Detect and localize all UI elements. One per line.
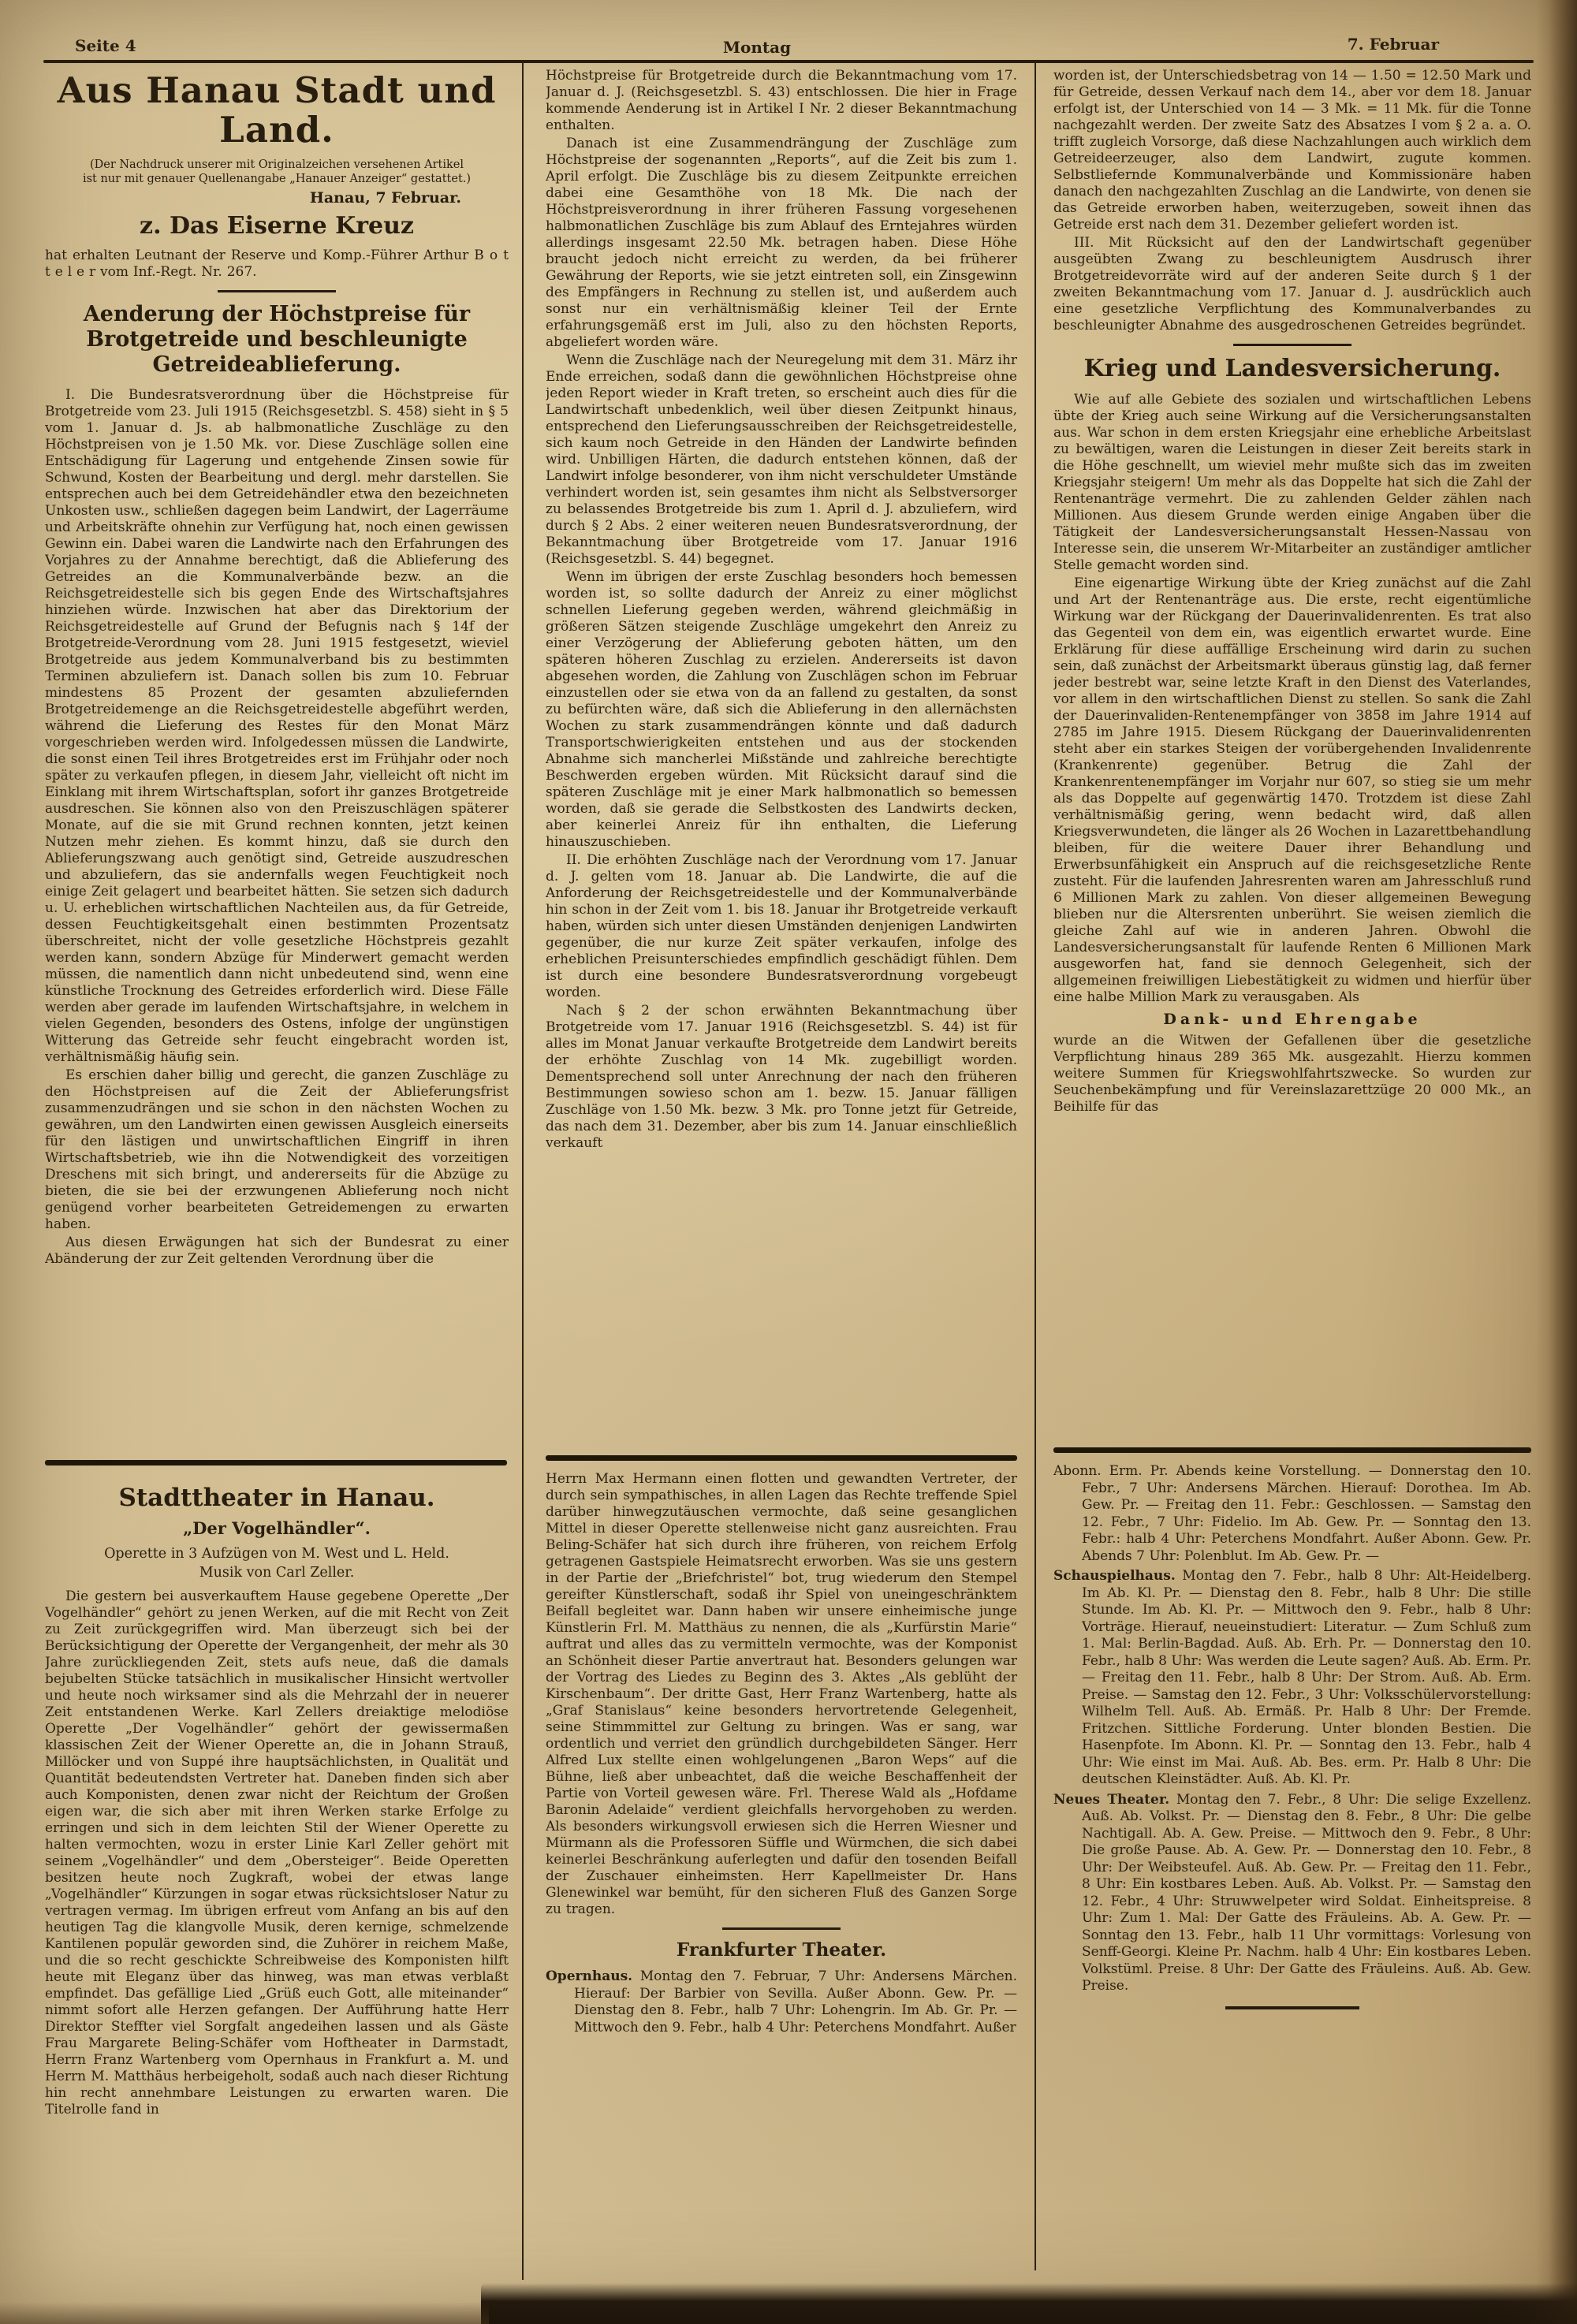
venue-neues-theater: Neues Theater. (1053, 1791, 1170, 1808)
section-masthead: Aus Hanau Stadt und Land. (57, 69, 497, 151)
venue-schauspielhaus: Schauspielhaus. (1053, 1568, 1176, 1584)
headline-stadttheater: Stadttheater in Hanau. (118, 1484, 435, 1512)
article-paragraph: I. Die Bundesratsverordnung über die Höchstpreise für Brotgetreide vom 23. Juli 1915 (Reichsgesetzbl. S. 458) sieht in § 5 vom 1. Januar d. Js. ab halbmonatliche Zuschläge zu den Höchstpreisen von je 1.50 Mk. vor. Diese Zuschläge sollen eine Entschädigung für Lagerung und entgehende Zinsen sowie für Schwund, Kosten der Bearbeitung und dergl. mehr darstellen. Sie entsprechen auch bei dem Getreidehändler etwa den bezeichneten Unkosten usw., schließen dagegen beim Landwirt, der Lagerräume und Arbeitskräfte ohnehin zur Verfügung hat, noch einen gewissen Gewinn ein. Dabei waren die Landwirte nach den Erfahrungen des Vorjahres zu der Annahme berechtigt, daß die Ablieferung des Getreides an die Kommunalverbände bezw. an die Reichsgetreidestelle sich bis gegen Ende des Wirtschaftsjahres hinziehen würde. Inzwischen hat aber das Direktorium der Reichsgetreidestelle auf Grund der Befugnis nach § 14f der Brotgetreide-Verordnung vom 28. Juni 1915 festgesetzt, wieviel Brotgetreide aus jedem Kommunalverband bis zu bestimmten Terminen abzuliefern ist. Danach sollen bis zum 10. Februar mindestens 85 Prozent der gesamten abzuliefernden Brotgetreidemenge an die Reichsgetreidestelle abgeführt werden, während die Lieferung des Restes für den Monat März vorgeschrieben werden wird. Infolgedessen müssen die Landwirte, die sonst einen Teil ihres Brotgetreides erst im Frühjahr oder noch später zu verkaufen pflegen, in diesem Jahr, vielleicht oft nicht im Einklang mit ihrem Wirtschaftsplan, sofort ihr ganzes Brotgetreide ausdreschen. Sie können also von den Preiszuschlägen späterer Monate, auf die sie mit Grund rechnen konnten, jetzt keinen Nutzen mehr ziehen. Es kommt hinzu, daß sie durch den Ablieferungszwang auch genötigt sind, Getreide auszudreschen und abzuliefern, das sie andernfalls wegen Feuchtigkeit noch einige Zeit gelagert und bearbeitet hätten. Sie setzen sich dadurch u. U. erheblichen wirtschaftlichen Nachteilen aus, da für Getreide, dessen Feuchtigkeitsgehalt einen bestimmten Prozentsatz überschreitet, nicht der volle gesetzliche Höchstpreis gezahlt werden kann, sondern Abzüge für Minderwert gemacht werden müssen, die namentlich dann nicht unbedeutend sind, wenn eine künstliche Trocknung des Getreides erforderlich wird. Diese Fälle werden aber gerade im laufenden Wirtschaftsjahre, in welchem in vielen Gegenden, besonders des Ostens, infolge der ungünstigen Witterung das Getreide sehr feucht eingebracht worden ist, verhältnismäßig häufig sein. (45, 387, 509, 1065)
listing-opernhaus-continuation: Abonn. Erm. Pr. Abends keine Vorstellung. — Donnerstag den 10. Febr., 7 Uhr: Andersens Märchen. Hierauf: Dorothea. Im Ab. Gew. Pr. — Freitag den 11. Febr.: Geschlossen. — Samstag den 12. Febr., 7 Uhr: Fidelio. Im Ab. Gew. Pr. — Sonntag den 13. Febr.: halb 4 Uhr: Peterchens Mondfahrt. Außer Abonn. Gew. Pr. Abends 7 Uhr: Polenblut. Im Ab. Gew. Pr. — (1053, 1463, 1531, 1564)
iron-cross-body: hat erhalten Leutnant der Reserve und Komp.-Führer Arthur B o t t e l e r vom Inf.-Regt. Nr. 267. (45, 248, 509, 280)
article-paragraph: Danach ist eine Zusammendrängung der Zuschläge zum Höchstpreise der sogenannten „Reports“, auf die Zeit bis zum 1. April erfolgt. Die Zuschläge bis zu diesem Zeitpunkte erreichen dabei eine Gesamthöhe von 18 Mk. Die nach der Höchstpreisverordnung in ihrer früheren Fassung vorgesehenen halbmonatlichen Zuschläge bis zum Ablauf des Erntejahres würden allerdings insgesamt 22.50 Mk. betragen haben. Diese Höhe braucht jedoch nicht erreicht zu werden, da bei früherer Gewährung der Reports, wie sie jetzt eintreten soll, ein Zinsgewinn des Empfängers in Rechnung zu stellen ist, und außerdem auch sonst nur ein verhältnismäßig kleiner Teil der Ernte erfahrungsgemäß erst im Juli, also zu den höchsten Reports, abgeliefert worden wäre. (546, 136, 1017, 350)
headline-war-insurance: Krieg und Landesversicherung. (1083, 355, 1501, 382)
column-2-bottom (546, 1471, 1017, 2272)
page-number: Seite 4 (75, 36, 136, 55)
listing-schauspielhaus (1053, 1568, 1531, 1789)
column-rule-left (522, 63, 524, 2280)
reprint-notice (45, 158, 509, 186)
article-paragraph: Aus diesen Erwägungen hat sich der Bundesrat zu einer Abänderung der zur Zeit geltenden Verordnung über die (45, 1235, 509, 1267)
band-divider (546, 1455, 1017, 1461)
column-3-bottom (1053, 1463, 1531, 2275)
reprint-notice-line2: ist nur mit genauer Quellenangabe „Hanauer Anzeiger“ gestattet.) (82, 173, 472, 185)
article-paragraph: Wenn die Zuschläge nach der Neuregelung mit dem 31. März ihr Ende erreichen, sodaß dann die gewöhnlichen Höchstpreise ohne jeden Report wieder in Kraft treten, so erscheint auch dies für die Landwirtschaft unbedenklich, weil über diesen Zeitpunkt hinaus, entsprechend den Lieferungsausschreiben der Reichsgetreidestelle, sich kaum noch Getreide in den Händen der Landwirte befinden wird. Unbilligen Härten, die dadurch entstehen können, daß der Landwirt infolge besonderer, von ihm nicht verschuldeter Umstände verhindert worden ist, sein gesamtes ihm nicht als Selbstversorger zu belassendes Brotgetreide bis zum 1. April d. J. abzuliefern, wird durch § 2 Abs. 2 einer weiteren neuen Bundesratsverordnung, der Bekanntmachung über Brotgetreide vom 17. Januar 1916 (Reichsgesetzbl. S. 44) begegnet. (546, 352, 1017, 567)
date-label: 7. Februar (1347, 35, 1439, 54)
page-edge-right (1536, 0, 1577, 2324)
headline-iron-cross: z. Das Eiserne Kreuz (140, 212, 414, 240)
headline-price-article: Aenderung der Höchstpreise für Brotgetreide und beschleunigte Getreideablieferung. (83, 302, 471, 377)
listing-neues-theater-text: Montag den 7. Febr., 8 Uhr: Die selige Exzellenz. Auß. Ab. Volkst. Pr. — Dienstag den 8. Febr., 8 Uhr: Die gelbe Nachtigall. Ab. A. Gew. Preise. — Mittwoch den 9. Febr., 8 Uhr: Die große Pause. Ab. A. Gew. Pr. — Donnerstag den 10. Febr., 8 Uhr: Der Weibsteufel. Auß. Ab. Gew. Pr. — Freitag den 11. Febr., 8 Uhr: Ein kostbares Leben. Auß. Ab. Volkst. Pr. — Samstag den 12. Febr., 4 Uhr: Struwwelpeter wird Soldat. Einheitspreise. 8 Uhr: Zum 1. Mal: Der Gatte des Fräuleins. Ab. A. Gew. Pr. — Sonntag den 13. Febr., halb 11 Uhr vormittags: Vorlesung von Senff-Georgi. Kleine Pr. Nachm. halb 4 Uhr: Ein kostbares Leben. Volkstüml. Preise. 8 Uhr: Der Gatte des Fräuleins. Auß. Ab. Gew. Preise. (1082, 1791, 1531, 1994)
article-paragraph: Wenn im übrigen der erste Zuschlag besonders hoch bemessen worden ist, so sollte dadurch der Anreiz zu einer möglichst schnellen Lieferung gegeben werden, während gleichmäßig in größeren Sätzen steigende Zuschläge umgekehrt den Anreiz zu einer Verzögerung der Ablieferung geboten hätten, um den späteren höheren Zuschlag zu erzielen. Andererseits ist davon abgesehen worden, die Zahlung von Zuschlägen schon im Februar einzustellen oder sie etwa von da an fallend zu gestalten, da sonst zu befürchten wäre, daß sich die Ablieferung in den allernächsten Wochen zu stark zusammendrängen könnte und daß dadurch Transportschwierigkeiten entstehen und aus der stockenden Abnahme sich mancherlei Mißstände und zahlreiche berechtigte Beschwerden ergeben würden. Mit Rücksicht darauf sind die späteren Zuschläge mit je einer Mark halbmonatlich so bemessen worden, daß sie gerade die Selbstkosten des Landwirts decken, aber keinerlei Anreiz für ihn enthalten, die Lieferung hinauszuschieben. (546, 569, 1017, 850)
review-byline-authors: Operette in 3 Aufzügen von M. West und L. Held. (104, 1546, 449, 1562)
subhead-honor-gift: Dank- und Ehrengabe (1163, 1011, 1422, 1028)
review-title: „Der Vogelhändler“. (183, 1518, 371, 1538)
reprint-notice-line1: (Der Nachdruck unserer mit Originalzeichen versehenen Artikel (89, 158, 464, 171)
article-paragraph: wurde an die Witwen der Gefallenen über die gesetzliche Verpflichtung hinaus 289 365 Mk. ausgezahlt. Hierzu kommen weitere Summen für Kriegswohlfahrtszwecke. So wurden zur Seuchenbekämpfung und für Vereinslazarettzüge 20 000 Mk., an Beihilfe für das (1053, 1033, 1531, 1115)
article-paragraph: Höchstpreise für Brotgetreide durch die Bekanntmachung vom 17. Januar d. J. (Reichsgesetzbl. S. 43) entschlossen. Die hier in Frage kommende Aenderung ist in Artikel I Nr. 2 dieser Bekanntmachung enthalten. (546, 68, 1017, 133)
article-paragraph: Eine eigenartige Wirkung übte der Krieg zunächst auf die Zahl und Art der Rentenanträge aus. Die erste, recht eigentümliche Wirkung war der Rückgang der Dauerinvalidenrenten. Es trat also das Gegenteil von dem ein, was eigentlich erwartet wurde. Eine Erklärung für diese auffällige Erscheinung wird darin zu suchen sein, daß zunächst der Arbeitsmarkt überaus günstig lag, daß ferner jeder bestrebt war, seine letzte Kraft in den Dienst des Vaterlandes, vor allem in den wirtschaftlichen Dienst zu stellen. So sank die Zahl der Dauerinvaliden-Rentenempfänger von 3858 im Jahre 1914 auf 2785 im Jahre 1915. Diesem Rückgang der Dauerinvalidenrenten steht aber ein starkes Steigen der vorübergehenden Invalidenrente (Krankenrente) gegenüber. Betrug die Zahl der Krankenrentenempfänger im Vorjahr nur 607, so stieg sie um mehr als das Doppelte auf gegenwärtig 1470. Trotzdem ist diese Zahl verhältnismäßig gering, wenn bedacht wird, daß allen Kriegsverwundeten, die länger als 26 Wochen in Lazarettbehandlung bleiben, für die weitere Dauer ihrer Behandlung und Erwerbsunfähigkeit ein Anspruch auf die reichsgesetzliche Rente zusteht. Für die laufenden Jahresrenten waren am Jahresschluß rund 6 Millionen Mark zu zahlen. Von dieser allgemeinen Bewegung blieben nur die Altersrenten unberührt. Sie weisen ziemlich die gleiche Zahl auf wie in anderen Jahren. Obwohl die Landesversicherungsanstalt für laufende Renten 6 Millionen Mark ausgeworfen hat, fand sie dennoch Gelegenheit, sich der allgemeinen freiwilligen Liebestätigkeit zu widmen und hierfür über eine halbe Million Mark zu verausgaben. Als (1053, 575, 1531, 1005)
section-divider (1233, 344, 1351, 346)
article-paragraph: Wie auf alle Gebiete des sozialen und wirtschaftlichen Lebens übte der Krieg auch seine Wirkung auf die Versicherungsanstalten aus. War schon in dem ersten Kriegsjahr eine erhebliche Arbeitslast zu bewältigen, waren die Leistungen in dieser Zeit bereits stark in die Höhe geschnellt, um wieviel mehr mußte sich das im zweiten Kriegsjahr steigern! Um mehr als das Doppelte hat sich die Zahl der Rentenanträge vermehrt. Die zu zahlenden Gelder zählen nach Millionen. Aus diesem Grunde werden einige Angaben über die Tätigkeit der Landesversicherungsanstalt Hessen-Nassau von Interesse sein, die unserem Wr-Mitarbeiter an zuständiger amtlicher Stelle gemacht worden sind. (1053, 392, 1531, 573)
listing-opernhaus-text: Montag den 7. Februar, 7 Uhr: Andersens Märchen. Hierauf: Der Barbier von Sevilla. Außer Abonn. Gew. Pr. — Dienstag den 8. Febr., halb 7 Uhr: Lohengrin. Im Ab. Gr. Pr. — Mittwoch den 9. Febr., halb 4 Uhr: Peterchens Mondfahrt. Außer (574, 1968, 1017, 2035)
column-1-top (45, 66, 509, 1455)
page-edge-bottom (481, 2283, 1577, 2324)
section-divider (218, 290, 336, 292)
review-byline-music: Musik von Carl Zeller. (199, 1565, 355, 1581)
article-paragraph: Es erschien daher billig und gerecht, die ganzen Zuschläge zu den Höchstpreisen auf die Zeit der Ablieferungsfrist zusammenzudrängen und sie schon in den nächsten Wochen zu gewähren, um den Landwirten einen gewissen Ausgleich einerseits für den lästigen und unwirtschaftlichen Eingriff in ihren Wirtschaftsbetrieb, wie ihn die Notwendigkeit des vorzeitigen Dreschens mit sich bringt, und andererseits für die Abzüge zu bieten, die sie bei der erzwungenen Ablieferung noch nicht genügend vorher bearbeiteten Getreidemengen zu erwarten haben. (45, 1067, 509, 1232)
column-2-top (546, 68, 1017, 1452)
listing-schauspielhaus-text: Montag den 7. Febr., halb 8 Uhr: Alt-Heidelberg. Im Ab. Kl. Pr. — Dienstag den 8. Febr., halb 8 Uhr: Die stille Stunde. Im Ab. Kl. Pr. — Mittwoch den 9. Febr., halb 8 Uhr: Vorträge. Hierauf, neueinstudiert: Literatur. — Zum Schluß zum 1. Mal: Berlin-Bagdad. Auß. Ab. Erh. Pr. — Donnerstag den 10. Febr., halb 8 Uhr: Was werden die Leute sagen? Auß. Ab. Erm. Pr. — Freitag den 11. Febr., halb 8 Uhr: Der Strom. Auß. Ab. Erm. Preise. — Samstag den 12. Febr., 3 Uhr: Volksschülervorstellung: Wilhelm Tell. Auß. Ab. Ermäß. Pr. Halb 8 Uhr: Der Fremde. Fritzchen. Sittliche Forderung. Unter blonden Bestien. Die Hasenpfote. Im Abonn. Kl. Pr. — Sonntag den 13. Febr., halb 4 Uhr: Wie einst im Mai. Auß. Ab. Bes. erm. Pr. Halb 8 Uhr: Die deutschen Kleinstädter. Auß. Ab. Kl. Pr. (1082, 1568, 1531, 1787)
article-paragraph: Nach § 2 der schon erwähnten Bekanntmachung über Brotgetreide vom 17. Januar 1916 (Reichsgesetzbl. S. 44) ist für alles im Monat Januar verkaufte Brotgetreide dem Landwirt bereits der erhöhte Zuschlag von 14 Mk. zugebilligt worden. Dementsprechend soll unter Anrechnung der nach den früheren Bestimmungen sowieso schon am 1. bezw. 15. Januar fälligen Zuschläge von 1.50 Mk. bezw. 3 Mk. pro Tonne jetzt für Getreide, das nach dem 31. Dezember, aber bis zum 14. Januar einschließlich verkauft (546, 1003, 1017, 1151)
headline-frankfurter-theater: Frankfurter Theater. (676, 1939, 887, 1961)
listing-opernhaus (546, 1968, 1017, 2036)
venue-opernhaus: Opernhaus. (546, 1968, 633, 1984)
header-rule (43, 60, 1534, 63)
review-paragraph: Die gestern bei ausverkauftem Hause gegebene Operette „Der Vogelhändler“ gehört zu jenen Werken, auf die mit Recht von Zeit zu Zeit zurückgegriffen wird. Man überzeugt sich bei der Berücksichtigung der Operette der Vergangenheit, der mehr als 30 Jahre zurückliegenden Zeit, stets aufs neue, daß die damals bejubelten Stücke tatsächlich in musikalischer Hinsicht wertvoller und heute noch wirksamer sind als die Mehrzahl der in neuerer Zeit entstandenen Werke. Karl Zellers dreiaktige melodiöse Operette „Der Vogelhändler“ gehört der gewissermaßen klassischen Zeit der Wiener Operette an, die in Johann Strauß, Millöcker und von Suppé ihre hauptsächlichsten, in Qualität und Quantität bedeutendsten Vertreter hat. Daneben finden sich aber auch Komponisten, denen zwar nicht der Reichtum der Großen eigen war, die sich aber mit ihren Werken starke Erfolge zu erringen und sich in dem leichten Stil der Wiener Operette zu halten vermochten, wozu in erster Linie Karl Zeller gehört mit seinem „Vogelhändler“ und dem „Obersteiger“. Beide Operetten besitzen heute noch Zugkraft, wobei der etwas lange „Vogelhändler“ Kürzungen in sogar etwas rücksichtsloser Natur zu vertragen vermag. Im übrigen erfreut vom Anfang an bis auf den heutigen Tag die klangvolle Musik, deren kernige, schmelzende Kantilenen populär geworden sind, die Zuhörer in reichem Maße, und die so recht geschickte Schreibweise des Komponisten hilft heute mit Eleganz über das hinweg, was man etwas verblaßt empfindet. Das gefällige Lied „Grüß euch Gott, alle miteinander“ nimmt sofort alle Herzen gefangen. Der Aufführung hatte Herr Direktor Steffter viel Sorgfalt angedeihen lassen und als Gäste Frau Margarete Beling-Schäfer vom Hoftheater in Darmstadt, Herrn Franz Wartenberg vom Opernhaus in Frankfurt a. M. und Herrn M. Matthäus herbeigeholt, sodaß auch nach dieser Richtung hin recht annehmbare Leistungen zu erwarten waren. Die Titelrolle fand in (45, 1588, 509, 2117)
listing-neues-theater (1053, 1792, 1531, 1995)
section-divider (722, 1927, 841, 1930)
band-divider (1053, 1447, 1531, 1453)
article-paragraph: worden ist, der Unterschiedsbetrag von 14 — 1.50 = 12.50 Mark und für Getreide, dessen Verkauf nach dem 14., aber vor dem 18. Januar erfolgt ist, der Unterschied von 14 — 3 Mk. = 11 Mk. für die Tonne nachgezahlt werden. Der zweite Satz des Absatzes I vom § 2 a. a. O. trifft zugleich Vorsorge, daß diese Nachzahlungen auch wirklich dem Getreideerzeuger, also dem Landwirt, zugute kommen. Selbstliefernde Kommunalverbände und Kommissionäre haben danach den nachgezahlten Zuschlag an die Landwirte, von denen sie das Getreide erworben haben, weiterzugeben, soweit ihnen das Getreide erst nach dem 31. Dezember geliefert worden ist. (1053, 68, 1531, 233)
article-paragraph: III. Mit Rücksicht auf den der Landwirtschaft gegenüber ausgeübten Zwang zu beschleunigtem Ausdrusch ihrer Brotgetreidevorräte wird auf der anderen Seite durch § 1 der zweiten Bekanntmachung vom 17. Januar d. J. ausdrücklich auch eine gesetzliche Verpflichtung des Kommunalverbandes zu beschleunigter Abnahme des ausgedroschenen Getreides begründet. (1053, 235, 1531, 333)
day-label: Montag (722, 38, 792, 57)
page-header (43, 36, 1534, 57)
dateline: Hanau, 7 Februar. (309, 189, 461, 207)
column-1-bottom (45, 1477, 509, 2275)
review-paragraph: Herrn Max Hermann einen flotten und gewandten Vertreter, der durch sein sympathisches, in allen Lagen das Rechte treffende Spiel darüber hinwegzutäuschen vermochte, daß seine gesanglichen Mittel in dieser Operette stellenweise nicht ganz ausreichten. Frau Beling-Schäfer hat sich durch ihre früheren, von reichem Erfolg getragenen Gastspiele Heimatsrecht erworben. Was sie uns gestern in der Partie der „Briefchristel“ bot, trug wiederum den Stempel gereifter Künstlerschaft, sodaß ihr Spiel von uneingeschränktem Beifall begleitet war. Dann haben wir unsere einheimische junge Künstlerin Frl. M. Matthäus zu nennen, die als „Kurfürstin Marie“ auftrat und alles das zu vermitteln vermochte, was der Komponist an Schönheit dieser Partie anvertraut hat. Besonders gelungen war der Vortrag des Liedes zu Beginn des 3. Aktes „Als geblüht der Kirschenbaum“. Der dritte Gast, Herr Franz Wartenberg, hatte als „Graf Stanislaus“ keine besonders hervortretende Gelegenheit, seine Stimmmittel zur Geltung zu bringen. Was er sang, war ordentlich und verriet den gründlich durchgebildeten Sänger. Herr Alfred Lux stellte einen wohlgelungenen „Baron Weps“ auf die Bühne, ließ aber unbeachtet, daß die weiche Beschaffenheit der Partie von Vorteil gewesen wäre. Frl. Therese Wald als „Hofdame Baronin Adelaide“ verdient gleichfalls hervorgehoben zu werden. Als besonders wirkungsvoll erwiesen sich die Herren Wiesner und Mürmann als die Professoren Süffle und Würmchen, die sich dabei keinerlei Beschränkung auferlegten und dafür den tosenden Beifall der Zuschauer einheimsten. Herr Kapellmeister Dr. Hans Glenewinkel war bemüht, für den sicheren Fluß des Ganzen Sorge zu tragen. (546, 1471, 1017, 1917)
article-paragraph: II. Die erhöhten Zuschläge nach der Verordnung vom 17. Januar d. J. gelten vom 18. Januar ab. Die Landwirte, die auf die Anforderung der Reichsgetreidestelle und der Kommunalverbände hin schon in der Zeit vom 1. bis 18. Januar ihr Brotgetreide verkauft haben, würden sich unter diesen Umständen denjenigen Landwirten gegenüber, die nur kurze Zeit später verkaufen, infolge des erheblichen Preisunterschiedes empfindlich geschädigt fühlen. Dem ist durch eine besondere Bundesratsverordnung vorgebeugt worden. (546, 852, 1017, 1000)
end-divider (1225, 2006, 1359, 2009)
column-rule-right (1035, 63, 1036, 2270)
band-divider (45, 1460, 507, 1466)
column-3-top (1053, 68, 1531, 1444)
page-edge-bottom-left (0, 2302, 489, 2324)
